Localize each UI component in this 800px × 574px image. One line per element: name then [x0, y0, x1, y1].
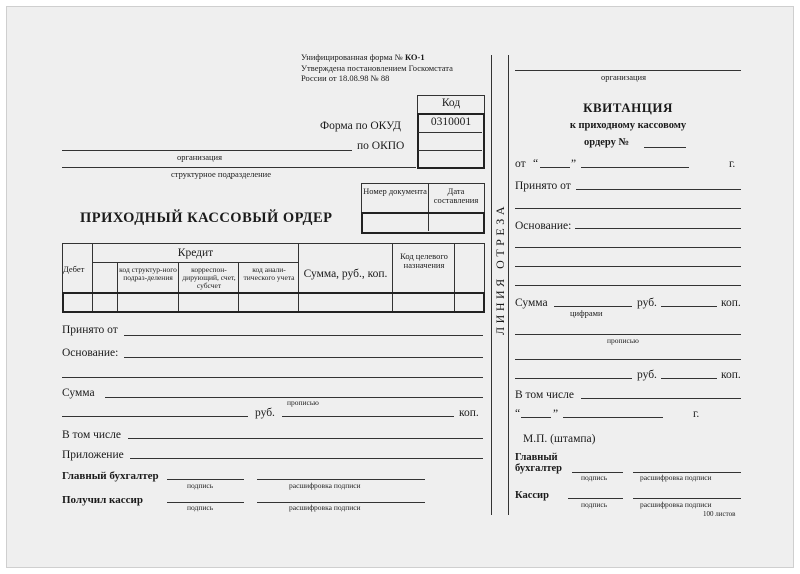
rub-label: руб.: [255, 407, 275, 419]
receipt-rub-label: руб.: [637, 297, 657, 309]
basis-label: Основание:: [62, 347, 119, 359]
receipt-cashier-label: Кассир: [515, 490, 549, 501]
form-header-line3: России от 18.08.98 № 88: [301, 73, 390, 83]
receipt-basis-line-2[interactable]: [515, 247, 741, 248]
number-date-values[interactable]: [361, 212, 485, 234]
organization-line[interactable]: [62, 150, 352, 151]
corr-account-header: корреспон-дирующий, счет, субсчет: [182, 265, 236, 290]
receipt-chief-label-2: бухгалтер: [515, 463, 563, 474]
receipt-received-from-label: Принято от: [515, 180, 571, 192]
code-title: Код: [441, 97, 461, 109]
receipt-sum-label: Сумма: [515, 297, 548, 309]
receipt-digits-caption: цифрами: [570, 308, 603, 318]
okpo-label: по ОКПО: [357, 140, 405, 152]
receipt-year-label: г.: [729, 158, 736, 170]
receipt-stamp-label: М.П. (штампа): [523, 433, 596, 445]
cut-line-right: [508, 55, 509, 515]
receipt-order-no-label: ордеру №: [584, 137, 630, 148]
receipt-cashier-signature-caption: подпись: [581, 500, 608, 509]
receipt-month-line[interactable]: [581, 167, 689, 168]
cashier-signature-caption: подпись: [187, 503, 214, 512]
kop-label: коп.: [459, 407, 479, 419]
basis-line[interactable]: [124, 357, 483, 358]
purpose-code-header: Код целевого назначения: [400, 251, 448, 270]
cashier-received-label: Получил кассир: [62, 494, 143, 506]
received-from-label: Принято от: [62, 324, 118, 336]
chief-decoding-caption: расшифровка подписи: [289, 481, 361, 490]
receipt-day-line[interactable]: [540, 167, 570, 168]
attachment-label: Приложение: [62, 449, 124, 461]
cashier-decoding-caption: расшифровка подписи: [289, 503, 361, 512]
okud-value: 0310001: [430, 116, 472, 128]
receipt-subtitle: к приходному кассовому: [569, 120, 687, 131]
including-line[interactable]: [128, 438, 483, 439]
receipt-day-line-2[interactable]: [521, 417, 551, 418]
receipt-chief-label-1: Главный: [515, 452, 558, 463]
receipt-basis-label: Основание:: [515, 220, 572, 232]
okud-label: Форма по ОКУД: [320, 120, 401, 132]
receipt-cashier-decoding-line[interactable]: [633, 498, 741, 499]
receipt-month-line-2[interactable]: [563, 417, 663, 418]
chief-decoding-line[interactable]: [257, 479, 425, 480]
form-code: КО-1: [404, 52, 425, 62]
date-compiled-header: Дата составления: [433, 186, 479, 205]
receipt-rub-line[interactable]: [515, 378, 632, 379]
sum-header: Сумма, руб., коп.: [303, 268, 388, 280]
analytic-code-header: код анали-тического учета: [243, 265, 295, 282]
receipt-basis-line[interactable]: [575, 228, 741, 229]
order-title: ПРИХОДНЫЙ КАССОВЫЙ ОРДЕР: [80, 210, 333, 226]
basis-line-2[interactable]: [62, 377, 483, 378]
receipt-chief-signature-caption: подпись: [581, 473, 608, 482]
receipt-including-line[interactable]: [581, 398, 741, 399]
chief-accountant-label: Главный бухгалтер: [62, 470, 159, 482]
receipt-kop-line-2[interactable]: [661, 378, 717, 379]
receipt-basis-line-4[interactable]: [515, 285, 741, 286]
debit-header: Дебет: [63, 264, 85, 274]
receipt-sum-digits-line[interactable]: [554, 306, 632, 307]
form-header-line1: Унифицированная форма № КО-1: [301, 52, 425, 62]
receipt-in-words-caption: прописью: [607, 336, 639, 345]
receipt-sheets-note: 100 листов: [703, 510, 736, 518]
receipt-in-words-line-2[interactable]: [515, 359, 741, 360]
receipt-rub-label-2: руб.: [637, 369, 657, 381]
receipt-title: КВИТАНЦИЯ: [583, 100, 673, 115]
receipt-kop-label-2: коп.: [721, 369, 741, 381]
organization-caption: организация: [177, 152, 222, 162]
sum-in-words-caption: прописью: [287, 398, 319, 407]
chief-signature-caption: подпись: [187, 481, 214, 490]
sum-kop-line[interactable]: [282, 416, 454, 417]
received-from-line[interactable]: [124, 335, 483, 336]
receipt-basis-line-3[interactable]: [515, 266, 741, 267]
form-sheet: Унифицированная форма № КО-1 Утверждена постановлением Госкомстата России от 18.08.98 № 88 Код 0310001 Форма по ОКУД по ОКПО организация структурное подразделение Номер документа Дата составления ПРИХОДНЫЙ КАССОВЫЙ ОРДЕР Дебет Кредит код структур-ного подраз-деления корреспон-дирующий, счет, субсчет код анали-тического учета Сумма, руб., коп. Код целевого назначения Принято от Основание: Сумма прописью руб. коп. В том числе Приложение Главный бухгалтер подпись расшифровка подписи Получил кассир подпись расшифровка подписи ЛИНИЯ ОТРЕЗА организация КВИТАНЦИЯ к приходному кассовому ордеру № от “ ” г. Принято от Основание: Сумма цифрами руб. коп. прописью руб. коп. В том числе “ ” г. М.П. (штампа) Главный бухгалтер подпись расшифровка подписи Кассир подпись расшифровка подписи 100 листов: [6, 6, 794, 568]
credit-header: Кредит: [177, 247, 214, 259]
struct-unit-code-header: код структур-ного подраз-деления: [119, 265, 177, 282]
receipt-kop-label: коп.: [721, 297, 741, 309]
receipt-order-no-line[interactable]: [644, 147, 686, 148]
receipt-kop-line[interactable]: [661, 306, 717, 307]
receipt-received-from-line[interactable]: [576, 189, 741, 190]
receipt-organization-caption: организация: [601, 72, 646, 82]
receipt-in-words-line[interactable]: [515, 334, 741, 335]
structural-unit-line[interactable]: [62, 167, 416, 168]
cut-line-left: [491, 55, 492, 515]
including-label: В том числе: [62, 429, 121, 441]
chief-signature-line[interactable]: [167, 479, 244, 480]
receipt-received-from-line-2[interactable]: [515, 208, 741, 209]
accounting-values-row[interactable]: [62, 292, 485, 313]
receipt-chief-decoding-caption: расшифровка подписи: [640, 473, 712, 482]
form-header-line2: Утверждена постановлением Госкомстата: [301, 63, 453, 73]
cut-line-label: ЛИНИЯ ОТРЕЗА: [493, 203, 507, 335]
receipt-including-label: В том числе: [515, 389, 574, 401]
receipt-organization-line[interactable]: [515, 70, 741, 71]
sum-rub-line[interactable]: [62, 416, 248, 417]
sum-label: Сумма: [62, 387, 95, 399]
receipt-cashier-signature-line[interactable]: [568, 498, 623, 499]
receipt-cashier-decoding-caption: расшифровка подписи: [640, 500, 712, 509]
doc-number-header: Номер документа: [363, 186, 427, 196]
attachment-line[interactable]: [130, 458, 483, 459]
receipt-from-label: от: [515, 158, 526, 170]
structural-unit-caption: структурное подразделение: [171, 169, 271, 179]
receipt-year-label-2: г.: [693, 408, 700, 420]
